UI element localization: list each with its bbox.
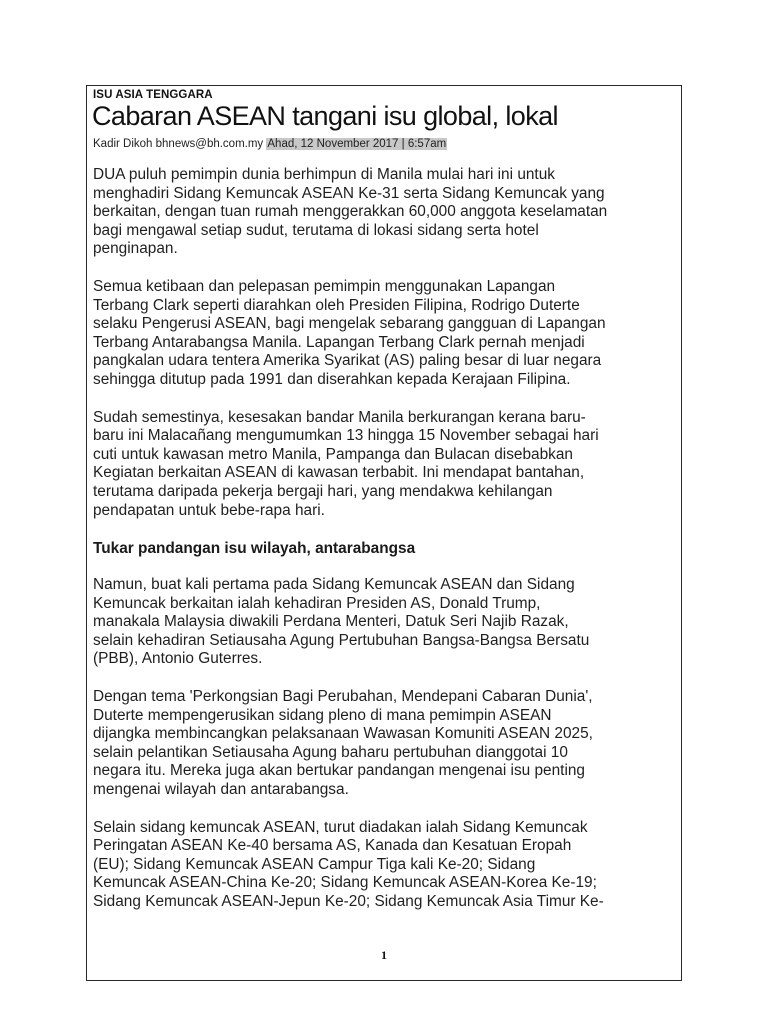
article-body xyxy=(93,166,683,931)
text-line: pangkalan udara tentera Amerika Syarikat (AS) paling besar di luar negara xyxy=(93,352,602,370)
paragraph-6 xyxy=(93,819,683,912)
text-line: Kegiatan berkaitan ASEAN di kawasan terbabit. Ini mendapat bantahan, xyxy=(93,464,585,482)
text-line: Kemuncak berkaitan ialah kehadiran Presiden AS, Donald Trump, xyxy=(93,594,541,612)
text-line: Sudah semestinya, kesesakan bandar Manila berkurangan kerana baru- xyxy=(93,408,586,426)
text-line: Terbang Clark seperti diarahkan oleh Presiden Filipina, Rodrigo Duterte xyxy=(93,296,580,314)
subheading: Tukar pandangan isu wilayah, antarabangsa xyxy=(93,540,416,558)
text-line: dijangka membincangkan pelaksanaan Wawasan Komuniti ASEAN 2025, xyxy=(93,725,593,743)
text-line: pendapatan untuk bebe-rapa hari. xyxy=(93,501,325,519)
text-line: Duterte mempengerusikan sidang pleno di mana pemimpin ASEAN xyxy=(93,706,552,724)
text-line: negara itu. Mereka juga akan bertukar pandangan mengenai isu penting xyxy=(93,762,585,780)
text-line: (PBB), Antonio Guterres. xyxy=(93,650,263,668)
byline-date: Ahad, 12 November 2017 | 6:57am xyxy=(267,138,447,150)
paragraph-4 xyxy=(93,576,683,669)
byline xyxy=(93,138,447,150)
text-line: Selain sidang kemuncak ASEAN, turut diadakan ialah Sidang Kemuncak xyxy=(93,818,588,836)
text-line: (EU); Sidang Kemuncak ASEAN Campur Tiga kali Ke-20; Sidang xyxy=(93,855,536,873)
text-line: Peringatan ASEAN Ke-40 bersama AS, Kanada dan Kesatuan Eropah xyxy=(93,837,572,855)
text-line: menghadiri Sidang Kemuncak ASEAN Ke-31 serta Sidang Kemuncak yang xyxy=(93,184,605,202)
text-line: DUA puluh pemimpin dunia berhimpun di Manila mulai hari ini untuk xyxy=(93,166,555,183)
text-line: baru ini Malacañang mengumumkan 13 hingga 15 November sebagai hari xyxy=(93,427,599,445)
section-label: ISU ASIA TENGGARA xyxy=(93,89,213,101)
text-line: penginapan. xyxy=(93,240,178,258)
text-line: Sidang Kemuncak ASEAN-Jepun Ke-20; Sidang Kemuncak Asia Timur Ke- xyxy=(93,893,604,910)
text-line: Terbang Antarabangsa Manila. Lapangan Terbang Clark pernah menjadi xyxy=(93,333,585,351)
byline-author: Kadir Dikoh bhnews@bh.com.my xyxy=(93,138,264,150)
text-line: selain pelantikan Setiausaha Agung baharu pertubuhan dianggotai 10 xyxy=(93,743,568,761)
text-line: cuti untuk kawasan metro Manila, Pampanga dan Bulacan disebabkan xyxy=(93,445,573,463)
text-line: Dengan tema 'Perkongsian Bagi Perubahan, Mendepani Cabaran Dunia', xyxy=(93,688,593,706)
text-line: bagi mengawal setiap sudut, terutama di lokasi sidang serta hotel xyxy=(93,221,539,239)
paragraph-2 xyxy=(93,278,683,390)
text-line: terutama daripada pekerja bergaji hari, yang mendakwa kehilangan xyxy=(93,482,553,500)
paragraph-5 xyxy=(93,688,683,800)
page-number: 1 xyxy=(381,948,387,962)
text-line: sehingga ditutup pada 1991 dan diserahkan kepada Kerajaan Filipina. xyxy=(93,370,571,388)
headline: Cabaran ASEAN tangani isu global, lokal xyxy=(92,101,558,131)
text-line: berkaitan, dengan tuan rumah menggerakkan 60,000 anggota keselamatan xyxy=(93,203,608,221)
text-line: Kemuncak ASEAN-China Ke-20; Sidang Kemuncak ASEAN-Korea Ke-19; xyxy=(93,874,597,892)
text-line: Namun, buat kali pertama pada Sidang Kemuncak ASEAN dan Sidang xyxy=(93,576,575,594)
text-line: Semua ketibaan dan pelepasan pemimpin menggunakan Lapangan xyxy=(93,277,556,295)
text-line: manakala Malaysia diwakili Perdana Menteri, Datuk Seri Najib Razak, xyxy=(93,613,569,631)
paragraph-1 xyxy=(93,166,683,259)
text-line: mengenai wilayah dan antarabangsa. xyxy=(93,781,349,799)
text-line: selain kehadiran Setiausaha Agung Pertubuhan Bangsa-Bangsa Bersatu xyxy=(93,631,590,649)
paragraph-3 xyxy=(93,409,683,521)
text-line: selaku Pengerusi ASEAN, bagi mengelak sebarang gangguan di Lapangan xyxy=(93,315,606,333)
